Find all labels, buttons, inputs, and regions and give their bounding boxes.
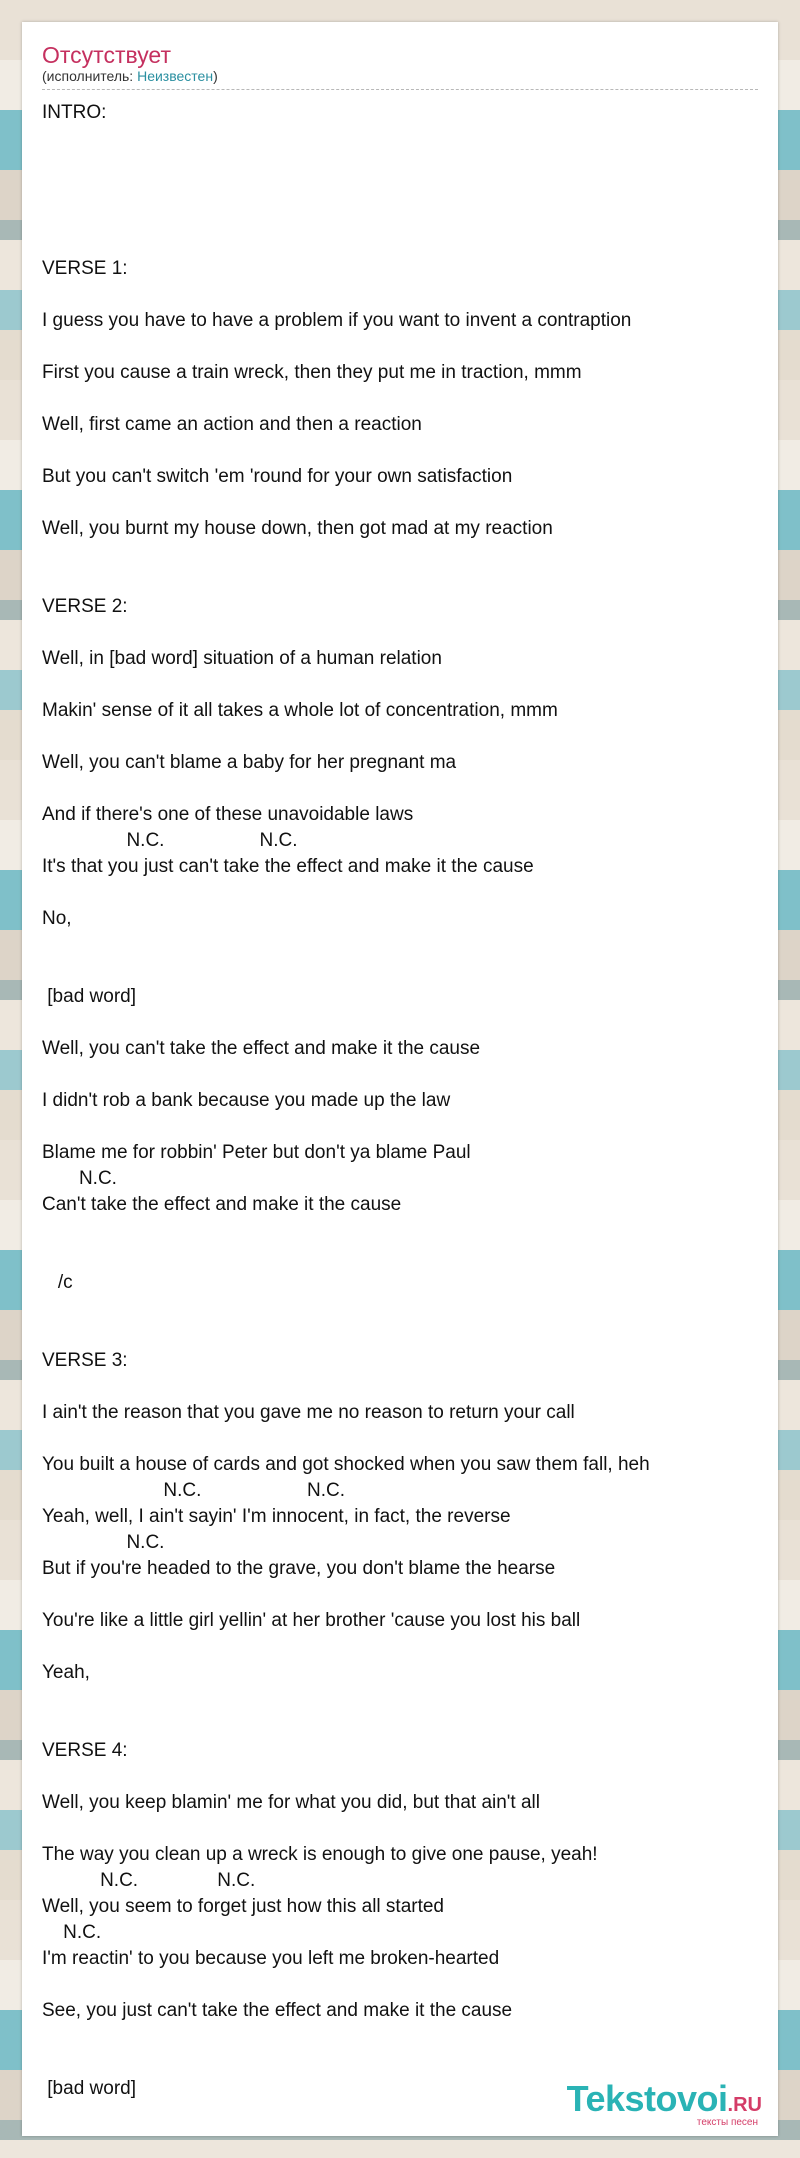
- lyrics-card: [22, 22, 778, 2136]
- site-logo[interactable]: [566, 2078, 762, 2128]
- logo-domain: .RU: [727, 2094, 762, 2116]
- artist-line: [42, 68, 758, 85]
- artist-prefix: (исполнитель:: [42, 68, 138, 84]
- artist-suffix: ): [213, 68, 218, 84]
- lyrics-text: INTRO: VERSE 1: I guess you have to have a problem if you want to invent a contraption First you cause a train wreck, then they put me in traction, mmm Well, first came an action and then a reaction But you can't switch 'em 'round for your own satisfaction Well, you burnt my house down, then got mad at my reaction VERSE 2: Well, in [bad word] situation of a human relation Makin' sense of it all takes a whole lot of concentration, mmm Well, you can't blame a baby for her pregnant ma And if there's one of these unavoidable laws N.C. N.C. It's that you just can't take the effect and make it the cause No, [bad word] Well, you can't take the effect and make it the cause I didn't rob a bank because you made up the law Blame me for robbin' Peter but don't ya blame Paul N.C. Can't take the effect and make it the cause /c VERSE 3: I ain't the reason that you gave me no reason to return your call You built a house of cards and got shocked when you saw them fall, heh N.C. N.C. Yeah, well, I ain't sayin' I'm innocent, in fact, the reverse N.C. But if you're headed to the grave, you don't blame the hearse You're like a little girl yellin' at her brother 'cause you lost his ball Yeah, VERSE 4: Well, you keep blamin' me for what you did, but that ain't all The way you clean up a wreck is enough to give one pause, yeah! N.C. N.C. Well, you seem to forget just how this all started N.C. I'm reactin' to you because you left me broken-hearted See, you just can't take the effect and make it the cause [bad word]: [42, 102, 650, 2099]
- logo-tagline: тексты песен: [696, 2117, 758, 2128]
- song-title: Отсутствует: [42, 42, 171, 68]
- song-header: [42, 42, 758, 90]
- artist-link[interactable]: Неизвестен: [137, 68, 214, 84]
- logo-name: Tekstovoi: [566, 2078, 728, 2119]
